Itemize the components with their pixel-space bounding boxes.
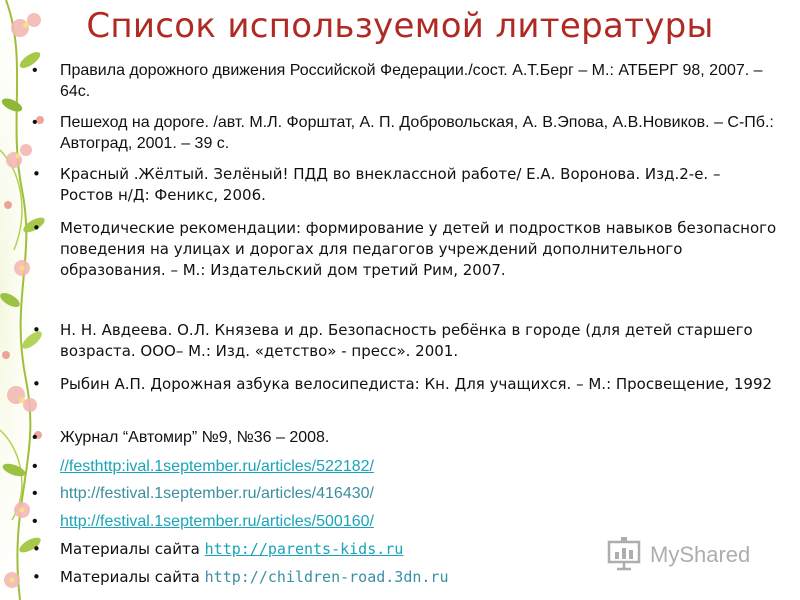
bullet: •: [32, 540, 41, 558]
list-item: [32, 112, 777, 154]
list-item-text: Рыбин А.П. Дорожная азбука велосипедиста: Кн. Для учащихся. – М.: Просвещение, 1992: [60, 375, 773, 393]
list-item-link[interactable]: [32, 483, 777, 504]
watermark-logo: [606, 536, 776, 572]
list-item-text: Пешеход на дороге. /авт. М.Л. Форштат, А. П. Добровольская, А. В.Эпова, А.В.Новиков. – С-Пб.: Автоград, 2001. – 39 с.: [60, 114, 774, 152]
list-item: [32, 164, 777, 206]
article-link[interactable]: http://festival.1september.ru/articles/500160/: [60, 513, 374, 530]
bullet: •: [32, 375, 41, 393]
article-link[interactable]: http://festival.1september.ru/articles/416430/: [60, 485, 374, 502]
bullet: •: [32, 485, 38, 502]
children-road-link[interactable]: http://children-road.3dn.ru: [204, 568, 449, 586]
bullet: •: [32, 458, 38, 475]
bullet: •: [32, 165, 41, 183]
site-materials-label: Материалы сайта: [60, 568, 205, 586]
site-materials-label: Материалы сайта: [60, 540, 205, 558]
presentation-icon: [606, 536, 642, 572]
list-item-text: Правила дорожного движения Российской Федерации./сост. А.Т.Берг – М.: АТБЕРГ 98, 2007. – 64с.: [60, 62, 763, 100]
bullet: •: [32, 114, 38, 131]
list-item-text: Н. Н. Авдеева. О.Л. Князева и др. Безопасность ребёнка в городе (для детей старшего возраста. ООО– М.: Изд. «детство» - пресс». 2001.: [60, 321, 753, 360]
list-item-text: Журнал “Автомир” №9, №36 – 2008.: [60, 429, 330, 446]
list-item: [32, 60, 777, 102]
parents-kids-link[interactable]: http://parents-kids.ru: [204, 540, 404, 558]
list-item: [32, 218, 777, 281]
list-item: [32, 427, 777, 448]
bullet: •: [32, 568, 41, 586]
list-item-link[interactable]: [32, 456, 777, 477]
bullet: •: [32, 321, 41, 339]
bullet: •: [32, 429, 38, 446]
watermark-text: MyShared: [650, 542, 751, 567]
bullet: •: [32, 219, 41, 237]
list-item: [32, 320, 777, 362]
list-item-text: Методические рекомендации: формирование у детей и подростков навыков безопасного поведения на улицах и дорогах для педагогов учреждений дополнительного образования. – М.: Издательский дом третий Рим, 2007.: [60, 219, 777, 279]
bullet: •: [32, 62, 38, 79]
list-item-text: Красный .Жёлтый. Зелёный! ПДД во внеклассной работе/ Е.А. Воронова. Изд.2-е. – Ростов н/Д: Феникс, 2006.: [60, 165, 721, 204]
list-item: [32, 374, 777, 395]
list-item-link[interactable]: [32, 511, 777, 532]
slide-title: Список используемой литературы: [86, 6, 714, 46]
article-link[interactable]: //festhttp:ival.1september.ru/articles/522182/: [60, 458, 374, 475]
bullet: •: [32, 513, 38, 530]
